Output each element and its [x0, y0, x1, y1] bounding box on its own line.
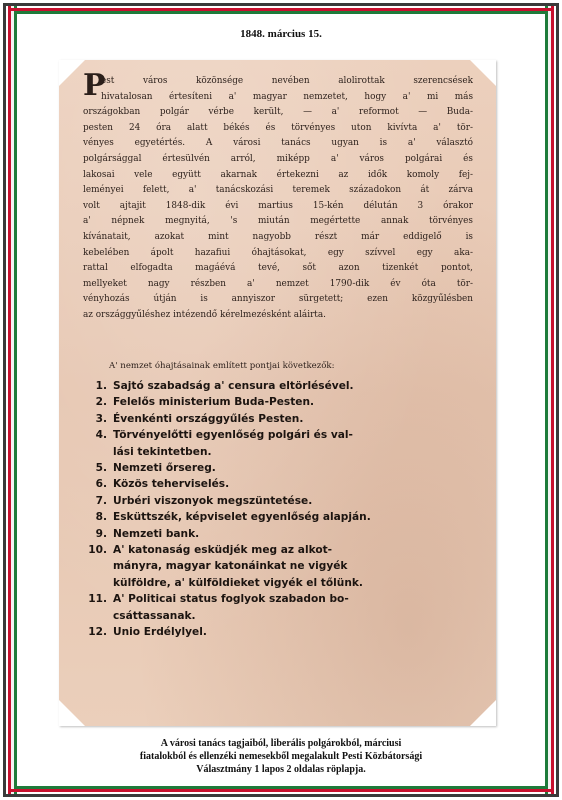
demand-item [87, 542, 477, 591]
body-line: rattal elfogadta magáévá tevé, sőt azon tizenkét pontot, [83, 263, 473, 274]
body-line: kívánatait, azokat mint nagyobb részt már eddigelő is [83, 231, 473, 242]
body-line: est város közönsége nevében alolirottak szerencsések [101, 76, 473, 86]
caption-line: Választmány 1 lapos 2 oldalas röplapja. [196, 764, 366, 775]
photo-corner-bottom-left [59, 700, 85, 726]
demand-text: Urbéri viszonyok megszüntetése. [113, 494, 313, 507]
demand-item [87, 591, 477, 624]
caption-line: A városi tanács tagjaiból, liberális polgárokból, márciusi [160, 738, 402, 749]
demand-item [87, 509, 477, 525]
demand-item [87, 526, 477, 542]
leaflet-sheet [59, 60, 496, 726]
page-title: 1848. március 15. [240, 28, 322, 40]
demand-number: 3. [95, 412, 107, 425]
body-line: kebelében ápolt hazafiui óhajtásokat, egy szívvel egy aka- [83, 247, 473, 258]
demand-text: Évenkénti országgyűlés Pesten. [113, 412, 304, 425]
demand-text: A' Politicai status foglyok szabadon bo- [113, 593, 349, 606]
leaflet-body [83, 68, 473, 324]
demand-number: 5. [95, 462, 107, 475]
demand-text: lási tekintetben. [113, 445, 212, 458]
photo-corner-top-left [59, 60, 85, 86]
demand-text: Sajtó szabadság a' censura eltörlésével. [113, 380, 354, 392]
body-line: a' népnek megnyitá, 's miután megértette annak törvényes [83, 216, 473, 227]
caption [0, 737, 562, 776]
demand-number: 10. [88, 544, 107, 557]
photo-corner-top-right [470, 60, 496, 86]
body-line: leményei felett, a' tanácskozási teremek századokon át zárva [83, 185, 473, 196]
demand-text: Nemzeti bank. [113, 527, 200, 540]
demand-number: 9. [95, 527, 107, 540]
body-line: hivatalosan értesíteni a' magyar nemzetet, hogy a' mi más [101, 91, 473, 102]
flag-border-red-bottom [8, 789, 554, 792]
demand-item [87, 378, 477, 394]
caption-line: fiatalokból és ellenzéki nemesekből megalakult Pesti Közbátorsági [139, 751, 423, 762]
demand-number: 1. [95, 380, 107, 392]
demand-number: 7. [95, 494, 107, 507]
body-line: mellyeket nagy részben a' nemzet 1790-dik év óta tör- [83, 278, 473, 289]
demand-item [87, 411, 477, 427]
demand-text: Törvényelőtti egyenlőség polgári és val- [113, 429, 353, 442]
demand-text: csáttassanak. [113, 609, 196, 622]
demand-number: 4. [95, 429, 107, 442]
demand-item [87, 427, 477, 460]
demand-text: Esküttszék, képviselet egyenlőség alapján. [113, 511, 371, 524]
body-line: vényes egyetértés. A városi tanács ugyan is a' választó [83, 138, 473, 149]
flag-border-green-bottom [14, 786, 548, 789]
drop-cap: P [83, 68, 106, 103]
flag-border-green-right [545, 6, 548, 794]
demand-number: 2. [95, 396, 107, 409]
demands-list [87, 378, 477, 641]
photo-corner-bottom-right [470, 700, 496, 726]
demand-item [87, 624, 477, 640]
body-line: volt ajtajit 1848-dik évi martius 15-kén délután 3 órakor [83, 200, 473, 211]
demand-item [87, 493, 477, 509]
body-line: pesten 24 óra alatt békés és törvényes uton kivívta a' tör- [83, 122, 473, 133]
demand-text: Közös teherviselés. [113, 478, 230, 491]
demand-text: Unio Erdélylyel. [113, 626, 207, 639]
body-line: polgársággal értesülvén arról, miképp a' város polgárai és [83, 153, 473, 164]
demand-text: mányra, magyar katonáinkat ne vigyék [113, 560, 348, 573]
demand-number: 8. [95, 511, 107, 524]
demand-text: A' katonaság esküdjék meg az alkot- [113, 544, 333, 557]
demands-intro: A' nemzet óhajtásainak említett pontjai következők: [109, 361, 335, 371]
demand-text: Felelős ministerium Buda-Pesten. [113, 396, 315, 409]
flag-border-red-right [551, 6, 554, 794]
demand-text: külföldre, a' külföldieket vigyék el tőlünk. [113, 576, 363, 589]
demand-number: 12. [88, 626, 107, 639]
demand-item [87, 394, 477, 410]
flag-border-green-top [14, 11, 548, 14]
flag-border-white-right [548, 6, 551, 794]
demand-number: 11. [88, 593, 107, 606]
demand-item [87, 476, 477, 492]
body-line: vényhozás útján is annyiszor sürgetett; ezen közgyűlésben [83, 294, 473, 305]
body-line: lakosai vele együtt akarnak értekezni az idők komoly fej- [83, 169, 473, 180]
flag-border-green-left [14, 6, 17, 794]
body-line: az országgyűléshez intézendő kérelmezésként aláirta. [83, 309, 326, 320]
demand-item [87, 460, 477, 476]
body-line: országokban polgár vérbe került, — a' reformot — Buda- [83, 107, 473, 118]
demand-number: 6. [95, 478, 107, 491]
demand-text: Nemzeti őrsereg. [113, 462, 216, 475]
